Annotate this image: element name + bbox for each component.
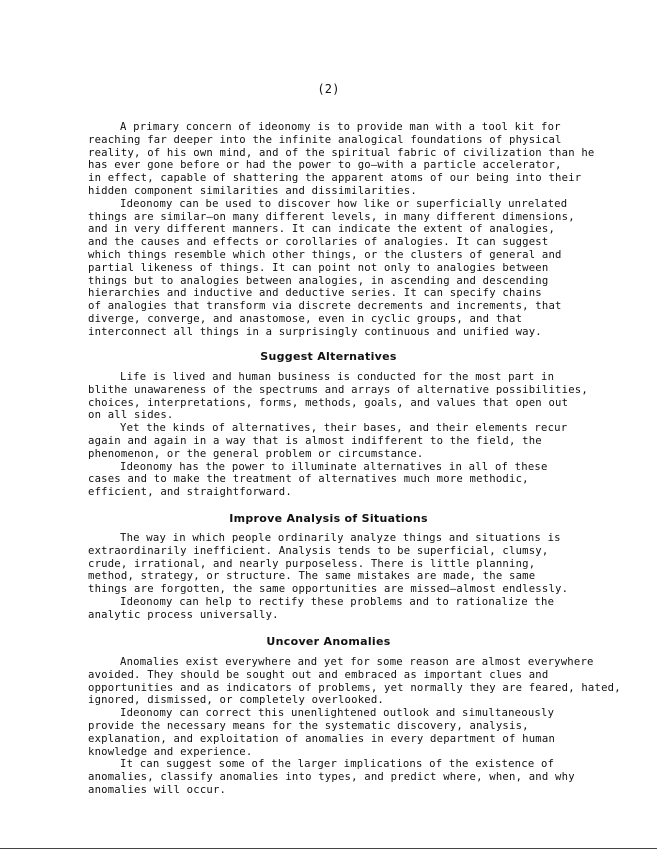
text-line: again and again in a way that is almost indifferent to the field, the xyxy=(88,434,542,447)
text-line: Ideonomy can be used to discover how like or superficially unrelated xyxy=(120,197,568,210)
text-line: and in very different manners. It can indicate the extent of analogies, xyxy=(88,223,556,236)
text-line: Yet the kinds of alternatives, their bases, and their elements recur xyxy=(120,422,568,435)
text-line: reaching far deeper into the infinite analogical foundations of physical xyxy=(88,133,562,146)
text-line: things are forgotten, the same opportunities are missed—almost endlessly. xyxy=(88,583,569,596)
text-line: blithe unawareness of the spectrums and arrays of alternative possibilities, xyxy=(88,383,588,396)
text-line: analytic process universally. xyxy=(88,608,279,621)
section-suggest-alternatives xyxy=(88,371,618,499)
section-improve-analysis xyxy=(88,532,618,622)
text-line: on all sides. xyxy=(88,409,174,422)
text-line: hierarchies and inductive and deductive series. It can specify chains xyxy=(88,287,542,300)
text-line: interconnect all things in a surprisingly continuous and unified way. xyxy=(88,325,542,338)
text-line: choices, interpretations, forms, methods, goals, and values that open out xyxy=(88,396,569,409)
text-line: things are similar—on many different levels, in many different dimensions, xyxy=(88,210,575,223)
text-line: ignored, dismissed, or completely overlooked. xyxy=(88,694,385,707)
page-number: (2) xyxy=(317,82,340,96)
text-line: Ideonomy can correct this unenlightened outlook and simultaneously xyxy=(120,707,555,720)
text-line: anomalies, classify anomalies into types, and predict where, when, and why xyxy=(88,771,575,784)
text-line: avoided. They should be sought out and embraced as important clues and xyxy=(88,668,549,681)
text-line: hidden component similarities and dissimilarities. xyxy=(88,184,417,197)
text-line: explanation, and exploitation of anomalies in every department of human xyxy=(88,732,556,745)
section-intro xyxy=(88,121,618,339)
text-line: of analogies that transform via discrete decrements and increments, that xyxy=(88,300,562,313)
text-line: Life is lived and human business is conducted for the most part in xyxy=(120,371,555,383)
text-line: A primary concern of ideonomy is to provide man with a tool kit for xyxy=(120,121,561,133)
text-line: provide the necessary means for the systematic discovery, analysis, xyxy=(88,719,529,732)
text-line: which things resemble which other things, or the clusters of general and xyxy=(88,248,562,261)
section-uncover-anomalies xyxy=(88,656,621,797)
text-line: The way in which people ordinarily analyze things and situations is xyxy=(120,532,561,544)
heading-improve-analysis: Improve Analysis of Situations xyxy=(229,512,428,525)
text-line: Ideonomy can help to rectify these problems and to rationalize the xyxy=(120,595,555,608)
text-line: extraordinarily inefficient. Analysis tends to be superficial, clumsy, xyxy=(88,544,549,557)
text-line: in effect, capable of shattering the apparent atoms of our being into their xyxy=(88,172,582,185)
text-line: Anomalies exist everywhere and yet for some reason are almost everywhere xyxy=(120,656,594,668)
text-line: phenomenon, or the general problem or circumstance. xyxy=(88,447,424,460)
text-line: efficient, and straightforward. xyxy=(88,486,292,499)
text-line: things but to analogies between analogies, in ascending and descending xyxy=(88,274,549,287)
text-line: diverge, converge, and anastomose, even in cyclic groups, and that xyxy=(88,312,523,325)
text-line: anomalies will occur. xyxy=(88,783,227,796)
text-line: method, strategy, or structure. The same mistakes are made, the same xyxy=(88,570,536,583)
text-line: cases and to make the treatment of alternatives much more methodic, xyxy=(88,473,529,486)
bottom-edge-rule xyxy=(0,848,657,849)
text-line: partial likeness of things. It can point not only to analogies between xyxy=(88,261,549,274)
text-line: knowledge and experience. xyxy=(88,745,253,758)
text-line: and the causes and effects or corollaries of analogies. It can suggest xyxy=(88,236,549,249)
text-line: reality, of his own mind, and of the spiritual fabric of civilization than he xyxy=(88,146,595,159)
heading-uncover-anomalies: Uncover Anomalies xyxy=(266,635,391,648)
text-line: has ever gone before or had the power to go—with a particle accelerator, xyxy=(88,159,562,172)
text-line: crude, irrational, and nearly purposeless. There is little planning, xyxy=(88,557,536,570)
text-line: opportunities and as indicators of problems, yet normally they are feared, hated, xyxy=(88,681,621,694)
heading-suggest-alternatives: Suggest Alternatives xyxy=(260,350,397,363)
text-line: It can suggest some of the larger implications of the existence of xyxy=(120,758,555,771)
text-line: Ideonomy has the power to illuminate alternatives in all of these xyxy=(120,460,548,473)
